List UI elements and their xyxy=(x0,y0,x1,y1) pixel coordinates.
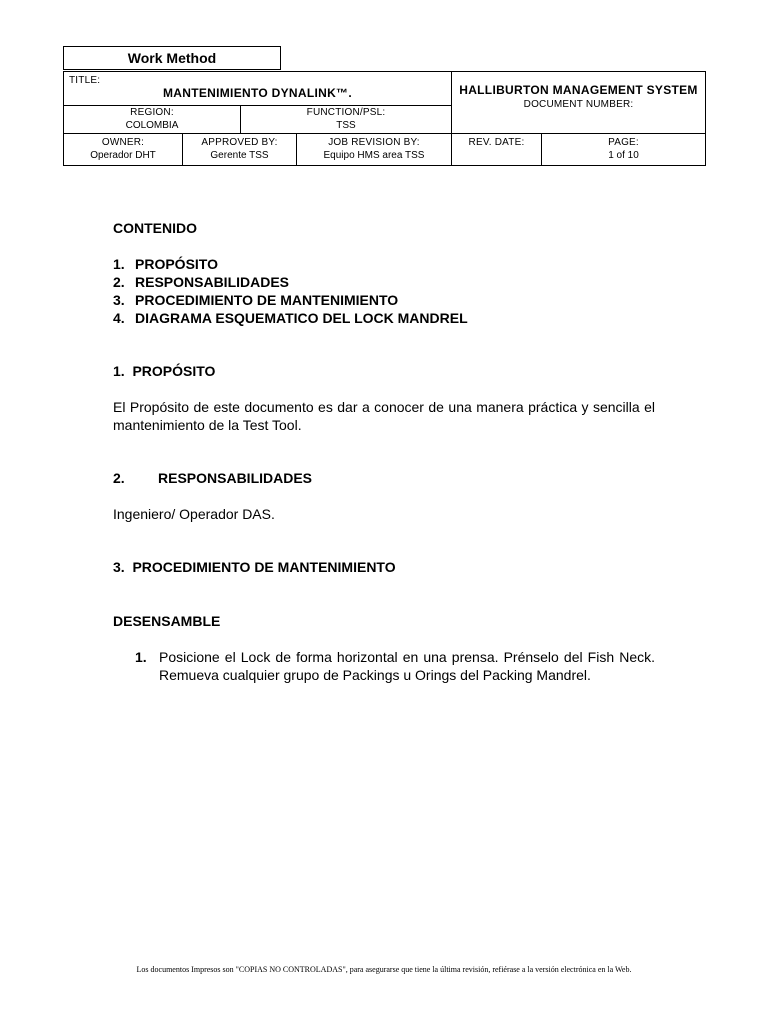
procedure-step xyxy=(135,648,655,684)
divider xyxy=(64,105,451,106)
section-title: RESPONSABILIDADES xyxy=(158,470,313,486)
section-responsibilities xyxy=(113,469,655,523)
owner-value: Operador DHT xyxy=(90,150,156,161)
owner-label: OWNER: xyxy=(101,137,145,148)
item-text: PROCEDIMIENTO DE MANTENIMIENTO xyxy=(135,292,399,308)
section-procedure xyxy=(113,558,655,576)
region-value: COLOMBIA xyxy=(125,120,179,131)
document-title: MANTENIMIENTO DYNALINK™. xyxy=(163,86,352,100)
approved-by-label: APPROVED BY: xyxy=(201,137,278,148)
section-purpose xyxy=(113,362,655,434)
management-system-name: HALLIBURTON MANAGEMENT SYSTEM xyxy=(459,83,698,97)
job-revision-label: JOB REVISION BY: xyxy=(328,137,420,148)
item-text: DIAGRAMA ESQUEMATICO DEL LOCK MANDREL xyxy=(135,310,468,326)
item-text: PROPÓSITO xyxy=(135,256,218,272)
section-heading: 1. PROPÓSITO xyxy=(113,363,216,379)
page-number: 1 of 10 xyxy=(608,150,639,161)
approved-by-value: Gerente TSS xyxy=(210,150,269,161)
divider xyxy=(64,133,705,134)
contents-item xyxy=(113,255,655,273)
item-text: RESPONSABILIDADES xyxy=(135,274,290,290)
section-heading xyxy=(113,469,655,487)
document-header xyxy=(63,46,706,166)
footer-disclaimer: Los documentos Impresos son "COPIAS NO CONTROLADAS", para asegurarse que tiene la última revisión, refiérase a la versión electrónica en la Web. xyxy=(136,965,632,974)
job-revision-value: Equipo HMS area TSS xyxy=(323,150,425,161)
step-item xyxy=(135,648,655,684)
item-number: 1. xyxy=(113,256,125,272)
table-of-contents xyxy=(113,219,655,327)
subsection-disassembly xyxy=(113,612,655,630)
function-label: FUNCTION/PSL: xyxy=(306,107,386,118)
header-table xyxy=(63,71,706,166)
contents-heading: CONTENIDO xyxy=(113,220,197,236)
contents-list xyxy=(113,255,655,327)
step-text: Posicione el Lock de forma horizontal en una prensa. Prénselo del Fish Neck. Remueva cualquier grupo de Packings u Orings del Packing Mandrel. xyxy=(159,649,655,683)
subsection-heading: DESENSAMBLE xyxy=(113,613,221,629)
section-number: 2. xyxy=(113,470,125,486)
section-paragraph: El Propósito de este documento es dar a conocer de una manera práctica y sencilla el mantenimiento de la Test Tool. xyxy=(113,399,655,433)
work-method-label: Work Method xyxy=(63,46,281,70)
region-label: REGION: xyxy=(130,107,174,118)
step-number: 1. xyxy=(135,649,147,665)
section-paragraph: Ingeniero/ Operador DAS. xyxy=(113,506,275,522)
page-label: PAGE: xyxy=(608,137,639,148)
contents-item xyxy=(113,291,655,309)
function-value: TSS xyxy=(336,120,356,131)
contents-item xyxy=(113,273,655,291)
title-label: TITLE: xyxy=(69,75,101,86)
item-number: 4. xyxy=(113,310,125,326)
document-number-label: DOCUMENT NUMBER: xyxy=(523,99,634,110)
contents-item xyxy=(113,309,655,327)
item-number: 3. xyxy=(113,292,125,308)
rev-date-label: REV. DATE: xyxy=(468,137,525,148)
item-number: 2. xyxy=(113,274,125,290)
section-heading: 3. PROCEDIMIENTO DE MANTENIMIENTO xyxy=(113,559,396,575)
